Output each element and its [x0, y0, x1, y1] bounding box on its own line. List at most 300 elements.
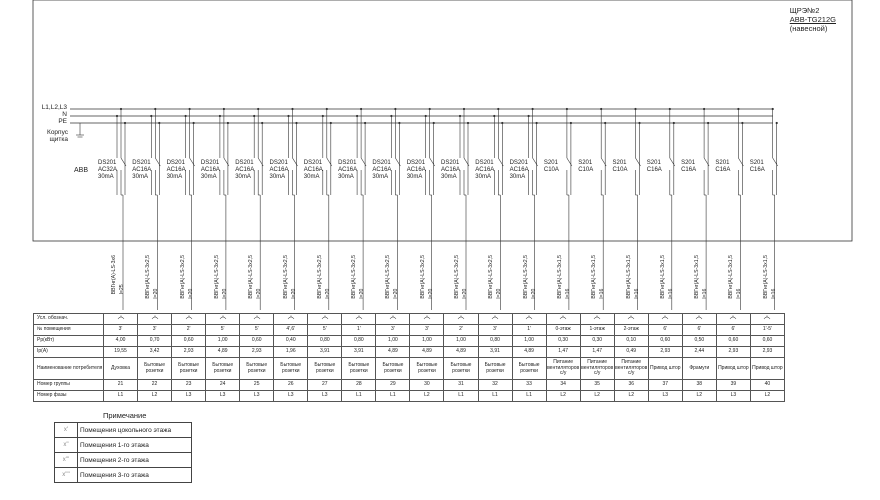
table-row — [34, 314, 785, 325]
notes-key: x' — [55, 423, 78, 438]
table-cell: 0,60 — [172, 336, 206, 347]
cable-length: l=20 — [256, 288, 263, 299]
breaker-label — [372, 160, 402, 181]
table-cell: 2,44 — [682, 347, 716, 358]
table-cell — [682, 314, 716, 325]
outlet-symbol-icon — [661, 315, 669, 320]
table-cell: 22 — [138, 380, 172, 391]
breaker-label — [441, 160, 471, 181]
table-cell: Бытовые розетки — [172, 358, 206, 380]
table-cell: 3,91 — [478, 347, 512, 358]
table-cell: 19,55 — [104, 347, 138, 358]
outlet-symbol-icon — [627, 315, 635, 320]
breaker-rating: AC16A — [235, 167, 255, 173]
panel-title: ЩРЭ№2 — [789, 6, 820, 15]
table-cell: Бытовые розетки — [410, 358, 444, 380]
cable-type: ВВГнг(А)-LS-3х1,5 — [659, 255, 666, 299]
table-cell: 4,89 — [512, 347, 546, 358]
table-cell: 2,93 — [750, 347, 784, 358]
breaker-rating: AC16A — [441, 167, 461, 173]
cable-type: ВВГнг(А)-LS-3х2,5 — [282, 255, 289, 299]
breaker-label — [407, 160, 437, 181]
table-cell — [342, 314, 376, 325]
breaker-type: DS201 — [269, 160, 288, 166]
table-cell: 2-этаж — [614, 325, 648, 336]
table-cell: Бытовые розетки — [240, 358, 274, 380]
table-cell: Питание вентиляторов с/у — [546, 358, 580, 380]
groups-table — [33, 313, 785, 402]
cable-type: ВВГнг(А)-LS-3х2,5 — [385, 255, 392, 299]
outlet-symbol-icon — [355, 315, 363, 320]
breaker-leak: 30mA — [166, 174, 183, 180]
table-cell: 0,60 — [716, 336, 750, 347]
cable-type: ВВГнг(А)-LS-3х2,5 — [316, 255, 323, 299]
table-cell: 2,93 — [648, 347, 682, 358]
table-cell: 1,00 — [376, 336, 410, 347]
breaker-type: DS201 — [200, 160, 220, 166]
outlet-symbol-icon — [559, 315, 567, 320]
breaker-rating: AC16A — [338, 167, 358, 173]
table-cell: Бытовые розетки — [512, 358, 546, 380]
table-cell — [172, 314, 206, 325]
table-cell: 0,10 — [614, 336, 648, 347]
table-cell: 4,89 — [206, 347, 240, 358]
cable-label — [728, 255, 742, 299]
table-cell: 1' — [512, 325, 546, 336]
breaker-type: S201 — [749, 160, 764, 166]
bus-pe-label: PE — [58, 118, 67, 125]
cable-type: ВВГнг(А)-LS-3х2,5 — [213, 255, 220, 299]
table-cell: Привод штор — [716, 358, 750, 380]
notes-key: x'''' — [55, 468, 78, 483]
table-cell: Бытовые розетки — [444, 358, 478, 380]
table-cell: 2,93 — [716, 347, 750, 358]
table-cell: 21 — [104, 380, 138, 391]
breaker-type: S201 — [543, 160, 558, 166]
cable-length: l=16 — [599, 288, 606, 299]
table-cell: L3 — [240, 391, 274, 402]
table-cell: Бытовые розетки — [206, 358, 240, 380]
table-cell: L2 — [750, 391, 784, 402]
table-cell: 3' — [376, 325, 410, 336]
breaker-label — [613, 160, 643, 174]
breaker-type: DS201 — [509, 160, 528, 166]
table-cell: L1 — [342, 391, 376, 402]
breaker-rating: AC16A — [406, 167, 426, 173]
row-label: Номер группы — [34, 380, 104, 391]
breaker-rating: AC16A — [372, 167, 392, 173]
table-cell: 1,00 — [206, 336, 240, 347]
breaker-type: DS201 — [98, 160, 117, 166]
table-cell: Бытовые розетки — [274, 358, 308, 380]
table-cell: 32 — [478, 380, 512, 391]
breaker-type: S201 — [612, 160, 627, 166]
table-cell: 39 — [716, 380, 750, 391]
cable-type: ВВГнг(А)-LS-3х2,5 — [145, 255, 152, 299]
row-label: Номер фазы — [34, 391, 104, 402]
table-cell — [750, 314, 784, 325]
breaker-leak: 30mA — [441, 174, 457, 180]
outlet-symbol-icon — [219, 315, 227, 320]
table-cell: 4,89 — [410, 347, 444, 358]
table-row — [34, 347, 785, 358]
table-cell: 5' — [308, 325, 342, 336]
outlet-symbol-icon — [457, 315, 465, 320]
cable-type: ВВГнг(А)-LS-3х1,5 — [762, 255, 769, 299]
cable-label — [488, 255, 502, 299]
notes-row — [55, 468, 192, 483]
cable-label — [145, 255, 159, 299]
cable-length: l=20 — [496, 288, 503, 299]
table-cell: L2 — [138, 391, 172, 402]
breaker-label — [201, 160, 231, 181]
table-cell — [716, 314, 750, 325]
breaker-type: S201 — [681, 160, 696, 166]
outlet-symbol-icon — [729, 315, 737, 320]
table-cell: Привод штор — [750, 358, 784, 380]
cable-label — [283, 255, 297, 299]
breaker-type: DS201 — [406, 160, 426, 166]
table-cell: L1 — [512, 391, 546, 402]
table-cell: Фрамуги — [682, 358, 716, 380]
table-cell — [240, 314, 274, 325]
breaker-label — [235, 160, 265, 181]
table-cell: 4',6' — [274, 325, 308, 336]
notes-row — [55, 423, 192, 438]
cable-label — [385, 255, 399, 299]
cable-length: l=20 — [324, 288, 331, 299]
table-cell: 0,30 — [546, 336, 580, 347]
table-cell: L3 — [206, 391, 240, 402]
breaker-rating: AC16A — [303, 167, 323, 173]
cable-label — [660, 255, 674, 299]
table-cell: 5' — [206, 325, 240, 336]
cable-label — [214, 255, 228, 299]
cable-type: ВВГнг(А)-LS-3х2,5 — [454, 255, 460, 299]
table-cell: L3 — [274, 391, 308, 402]
cable-length: l=20 — [290, 288, 297, 299]
breaker-label — [544, 160, 574, 174]
table-cell: 4,00 — [104, 336, 138, 347]
table-cell: 4,89 — [376, 347, 410, 358]
table-cell: L3 — [308, 391, 342, 402]
breaker-rating: AC16A — [475, 167, 495, 173]
table-cell: 0,50 — [682, 336, 716, 347]
cable-length: l=16 — [736, 288, 743, 299]
table-cell: 37 — [648, 380, 682, 391]
table-cell: 23 — [172, 380, 206, 391]
row-label: Рр(кВт) — [34, 336, 104, 347]
outlet-symbol-icon — [389, 315, 397, 320]
cable-length: l=16 — [667, 288, 674, 299]
table-cell — [512, 314, 546, 325]
breaker-leak: 30mA — [200, 174, 217, 180]
notes-key: x''' — [55, 453, 78, 468]
breaker-type: DS201 — [441, 160, 460, 166]
breaker-rating: AC16A — [166, 167, 186, 173]
table-cell: L2 — [546, 391, 580, 402]
cable-length: l=16 — [770, 288, 777, 299]
outlet-symbol-icon — [287, 315, 295, 320]
table-cell: 1' — [342, 325, 376, 336]
table-cell — [444, 314, 478, 325]
outlet-symbol-icon — [321, 315, 329, 320]
breaker-leak: 30mA — [475, 174, 491, 180]
table-cell: L2 — [410, 391, 444, 402]
breaker-type: S201 — [715, 160, 730, 166]
breaker-type: DS201 — [372, 160, 391, 166]
table-cell: 3' — [138, 325, 172, 336]
breaker-leak: 30mA — [132, 174, 148, 180]
panel-model: ABB-TG212G — [789, 15, 836, 24]
notes-row — [55, 438, 192, 453]
cable-type: ВВГнг(А)-LS-3х2,5 — [522, 255, 529, 299]
cable-label — [523, 255, 537, 299]
breaker-leak: 30mA — [509, 174, 526, 180]
table-cell — [376, 314, 410, 325]
breaker-label — [167, 160, 197, 181]
table-cell: 24 — [206, 380, 240, 391]
cable-type: ВВГнг(А)-LS-3х2,5 — [248, 255, 255, 299]
table-cell: 1,00 — [410, 336, 444, 347]
breaker-type: S201 — [646, 160, 661, 166]
cable-length: l=16 — [564, 288, 571, 299]
breaker-leak: 30mA — [303, 174, 320, 180]
breaker-rating: C16A — [646, 167, 662, 173]
table-cell: 38 — [682, 380, 716, 391]
breaker-rating: AC16A — [269, 167, 289, 173]
table-cell: 36 — [614, 380, 648, 391]
cable-length: l=20 — [427, 288, 434, 299]
table-cell: L1 — [478, 391, 512, 402]
table-cell — [138, 314, 172, 325]
notes-text: Помещения 1-го этажа — [78, 438, 192, 453]
table-cell: L3 — [716, 391, 750, 402]
cable-type: ВВГнг(А)-LS-3х2,5 — [488, 255, 495, 299]
cable-type: ВВГнг(А)-LS-3х1,5 — [694, 255, 701, 299]
table-cell: 0,80 — [478, 336, 512, 347]
table-cell: L1 — [444, 391, 478, 402]
notes-key: x'' — [55, 438, 78, 453]
breaker-label — [510, 160, 540, 181]
cable-label — [763, 255, 777, 299]
cable-label — [557, 255, 571, 299]
table-cell — [478, 314, 512, 325]
breaker-rating: C16A — [715, 167, 731, 173]
table-cell: 1,00 — [444, 336, 478, 347]
cable-length: l=20 — [462, 288, 468, 299]
cable-length: l=20 — [153, 288, 160, 299]
table-cell: 0,49 — [614, 347, 648, 358]
table-row — [34, 325, 785, 336]
table-cell: 3' — [410, 325, 444, 336]
cable-length: l=20 — [187, 288, 194, 299]
cable-type: ВВГнг(А)-LS-3х1,5 — [728, 255, 735, 299]
table-cell — [580, 314, 614, 325]
breaker-leak: 30mA — [98, 174, 114, 180]
table-cell: 1'-5' — [750, 325, 784, 336]
table-cell: L2 — [682, 391, 716, 402]
breaker-type: DS201 — [475, 160, 494, 166]
table-cell: 40 — [750, 380, 784, 391]
table-cell: Бытовые розетки — [342, 358, 376, 380]
breaker-label — [647, 160, 677, 174]
breaker-type: DS201 — [235, 160, 254, 166]
table-cell: 1,47 — [546, 347, 580, 358]
notes-text: Помещения 3-го этажа — [78, 468, 192, 483]
breaker-rating: AC16A — [509, 167, 529, 173]
outlet-symbol-icon — [695, 315, 703, 320]
cable-length: l=16 — [633, 288, 640, 299]
outlet-symbol-icon — [185, 315, 193, 320]
outlet-symbol-icon — [117, 315, 125, 320]
table-cell: Бытовые розетки — [478, 358, 512, 380]
table-cell: 4,89 — [444, 347, 478, 358]
table-cell — [546, 314, 580, 325]
row-label: № помещения — [34, 325, 104, 336]
table-cell — [614, 314, 648, 325]
cable-type: ВВГнг(А)-LS-3х6 — [111, 255, 117, 295]
cable-label — [454, 255, 468, 299]
breaker-label — [270, 160, 300, 181]
table-cell: 35 — [580, 380, 614, 391]
breaker-leak: 30mA — [338, 174, 354, 180]
table-cell — [274, 314, 308, 325]
table-cell: Духовка — [104, 358, 138, 380]
table-cell: 1,00 — [512, 336, 546, 347]
table-cell: 0,60 — [648, 336, 682, 347]
breaker-type: S201 — [578, 160, 593, 166]
table-cell: 0,80 — [308, 336, 342, 347]
table-cell: 1,47 — [580, 347, 614, 358]
breaker-leak: 30mA — [372, 174, 389, 180]
table-cell: 0,40 — [274, 336, 308, 347]
table-cell — [308, 314, 342, 325]
breaker-rating: AC16A — [200, 167, 220, 173]
breaker-rating: C10A — [543, 167, 559, 173]
breaker-rating: AC16A — [132, 167, 152, 173]
cable-type: ВВГнг(А)-LS-3х2,5 — [419, 255, 426, 299]
table-cell: 6' — [648, 325, 682, 336]
row-label: Наименование потребителя — [34, 358, 104, 380]
table-row — [34, 336, 785, 347]
table-cell: 3' — [478, 325, 512, 336]
outlet-symbol-icon — [423, 315, 431, 320]
panel-title-block — [790, 6, 836, 33]
row-label: Усл. обознач. — [34, 314, 104, 325]
cable-label — [351, 255, 365, 299]
table-cell: L1 — [104, 391, 138, 402]
table-cell: L3 — [648, 391, 682, 402]
cable-length: l=20 — [530, 288, 537, 299]
table-cell: 33 — [512, 380, 546, 391]
outlet-symbol-icon — [525, 315, 533, 320]
breaker-label — [578, 160, 608, 174]
cable-type: ВВГнг(А)-LS-3х2,5 — [179, 255, 186, 299]
table-cell: 2,93 — [172, 347, 206, 358]
breaker-leak: 30mA — [406, 174, 423, 180]
bus-l-label: L1,L2,L3 — [41, 104, 67, 111]
brand-label: ABB — [74, 167, 89, 174]
breaker-label — [98, 160, 128, 181]
cable-label — [248, 255, 262, 299]
breaker-type: DS201 — [303, 160, 323, 166]
breaker-label — [681, 160, 711, 174]
row-label: Ip(A) — [34, 347, 104, 358]
cable-type: ВВГнг(А)-LS-3х1,5 — [556, 255, 563, 299]
notes-table — [54, 422, 192, 483]
table-cell: 0,30 — [580, 336, 614, 347]
table-cell: Питание вентиляторов с/у — [580, 358, 614, 380]
breaker-rating: AC32A — [98, 167, 118, 173]
breaker-rating: C10A — [612, 167, 628, 173]
table-cell: L2 — [614, 391, 648, 402]
cable-label — [694, 255, 708, 299]
table-cell — [104, 314, 138, 325]
table-cell: 6' — [716, 325, 750, 336]
cable-length: l=20 — [221, 288, 228, 299]
table-cell: 30 — [410, 380, 444, 391]
table-cell — [648, 314, 682, 325]
panel-frame — [33, 0, 852, 241]
breaker-label — [475, 160, 505, 181]
table-cell: 0,70 — [138, 336, 172, 347]
table-cell — [410, 314, 444, 325]
cable-label — [591, 255, 605, 299]
outlet-symbol-icon — [151, 315, 159, 320]
table-cell: 3,42 — [138, 347, 172, 358]
breaker-label — [715, 160, 745, 174]
table-cell: 3' — [104, 325, 138, 336]
breaker-label — [338, 160, 368, 181]
table-row — [34, 380, 785, 391]
table-cell: 27 — [308, 380, 342, 391]
table-cell: 3,91 — [308, 347, 342, 358]
table-cell: L1 — [376, 391, 410, 402]
notes-title: Примечание — [103, 411, 147, 420]
outlet-symbol-icon — [491, 315, 499, 320]
table-cell: Привод штор — [648, 358, 682, 380]
breaker-rating: C16A — [749, 167, 765, 173]
table-cell: L3 — [172, 391, 206, 402]
table-cell: 6' — [682, 325, 716, 336]
table-cell: 2,93 — [240, 347, 274, 358]
table-cell: 1-этаж — [580, 325, 614, 336]
cable-type: ВВГнг(А)-LS-3х1,5 — [591, 255, 598, 299]
table-cell: 2' — [444, 325, 478, 336]
cable-type: ВВГнг(А)-LS-3х2,5 — [351, 255, 358, 299]
table-cell: Бытовые розетки — [376, 358, 410, 380]
cable-label — [420, 255, 434, 299]
table-cell: 31 — [444, 380, 478, 391]
table-cell: 2' — [172, 325, 206, 336]
table-cell: 0,60 — [240, 336, 274, 347]
cable-label — [111, 255, 125, 294]
table-cell: Бытовые розетки — [138, 358, 172, 380]
table-cell: Бытовые розетки — [308, 358, 342, 380]
table-cell: 25 — [240, 380, 274, 391]
breaker-leak: 30mA — [235, 174, 251, 180]
table-cell: 0,80 — [342, 336, 376, 347]
table-cell: 5' — [240, 325, 274, 336]
table-cell: 3,91 — [342, 347, 376, 358]
notes-text: Помещения 2-го этажа — [78, 453, 192, 468]
cable-length: l=20 — [393, 288, 400, 299]
outlet-symbol-icon — [763, 315, 771, 320]
breaker-rating: C16A — [681, 167, 697, 173]
breaker-label — [304, 160, 334, 181]
breaker-type: DS201 — [338, 160, 357, 166]
